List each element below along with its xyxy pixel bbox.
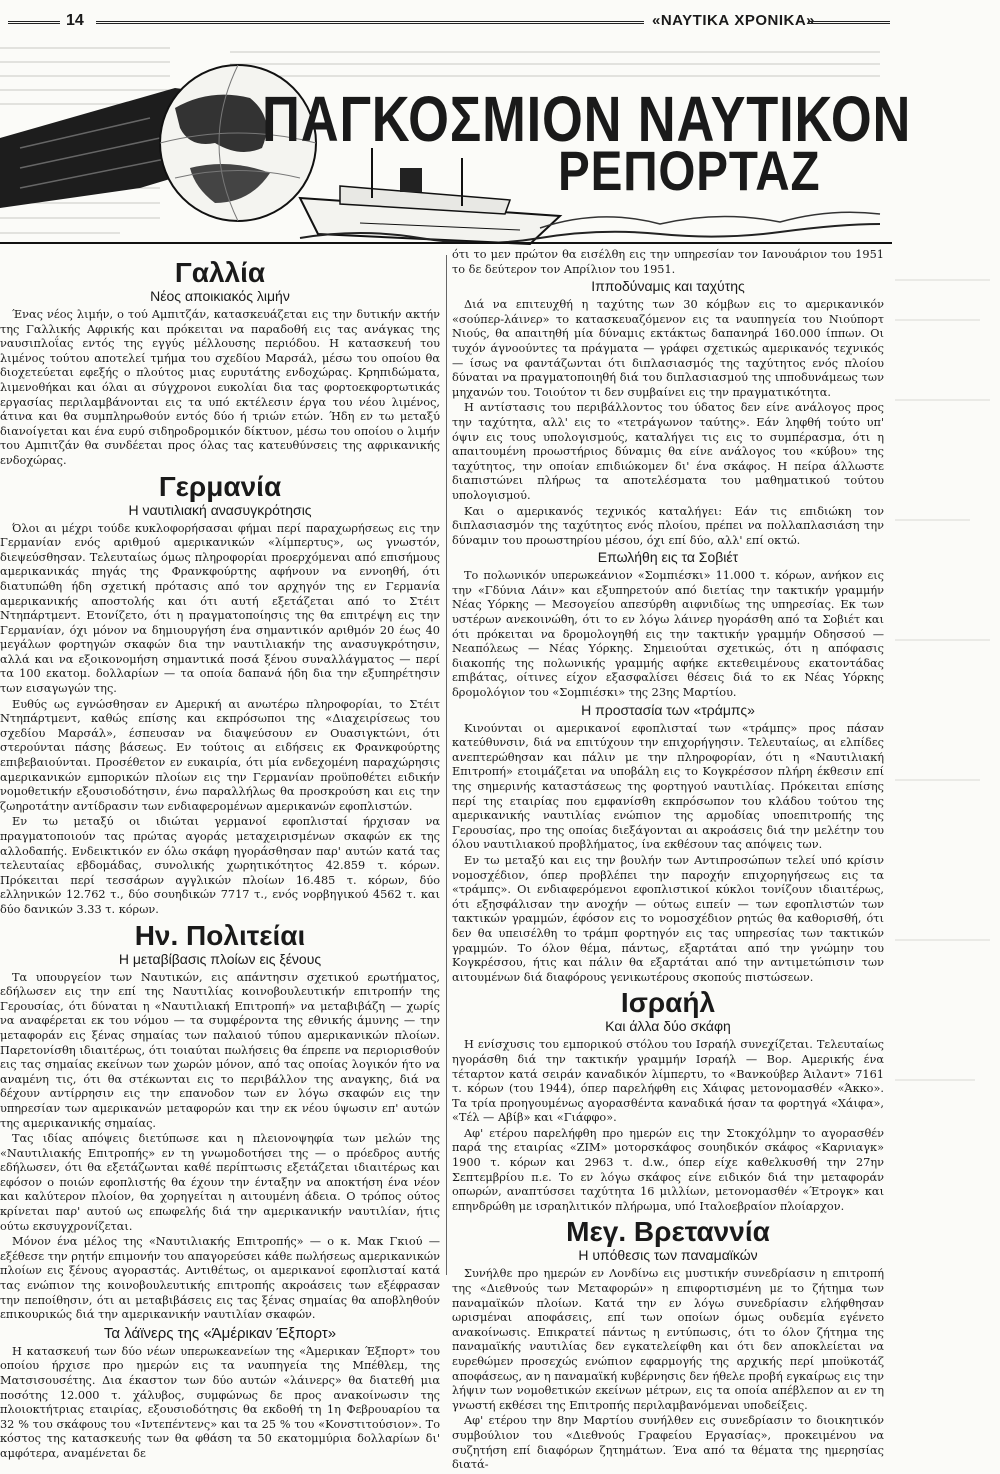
banner-title-line1: ΠΑΓΚΟΣΜΙΟΝ ΝΑΥΤΙΚΟΝ (262, 83, 912, 155)
section-subtitle-usa: Η μεταβίβασις πλοίων εις ξένους (118, 950, 322, 967)
section-subtitle-france: Νέος αποικιακός λιμήν (150, 288, 290, 304)
article-paragraph: Όλοι αι μέχρι τούδε κυκλοφορήσασαι φήμαι περί παραχωρήσεως εις την Γερμανίαν ενός αριθμού αμερικανικών «λίμπερτυς», ως γνωστόν, διεψεύσθησαν. Τελευταίως όμως πληροφορίαι προερχόμεναι από επισήμους αμερικανικάς πηγάς της Φρανκφούρτης αφήνουν να εννοηθή, ότι διατυπώθη ήδη σχετική πρότασις από τον αρχηγόν της εν Γερμανία αμερικανικής αποστολής και ότι αυτή εξετάζεται από το Στέιτ Ντηπάρτμεντ. Ετονίζετο, ότι η πραγματοποίησις της θα επιτρέψη εις την Γερμανίαν, όχι μόνον να δημιουργήση ένα σημαντικόν αριθμόν 20 έως 40 μεγάλων φορτηγών σκαφών δια την ναυτιλιακήν της ανασυγκρότησιν, αλλά και να εξοικονομήση σημαντικά ποσά ξένου συναλλάγματος — περί τα 100 εκατομ. δολλαρίων — τα οποία δαπανά ήδη δια την εξυπηρέτησιν των εισαγωγών της. (0, 521, 440, 696)
article-paragraph: Εν τω μεταξύ και εις την βουλήν των Αντιπροσώπων τελεί υπό κρίσιν νομοσχέδιον, όπερ προβλέπει την παροχήν επιχορηγήσεως εις τα «τράμπς». Οι ενδιαφερόμενοι εφοπλιστικοί κύκλοι τονίζουν ιδιαιτέρως, ότι εξησφάλισαν την ανοχήν — ούτως ειπείν — των εφοπλιστών των τακτικών γραμμών, έφόσον εις το νομοσχέδιον ρητώς θα καθορισθή, ότι δεν θα υπεισέλθη το τράμπ φορτηγόν εις τας υπηρεσίας των τακτικών γραμμών. Το όλον θέμα, πάντως, εξαρτάται από την γνώμην του Κογκρέσσου, ήτις και πάλιν θα εξαρτάται από την αντιμετώπισιν των αιτουμένων διά διαφόρους γενικωτέρους σκοπούς πιστώσεων. (452, 853, 884, 984)
section-subtitle-israel: Και άλλα δύο σκάφη (605, 1018, 731, 1035)
article-paragraph: Συνήλθε προ ημερών εν Λονδίνω εις μυστικήν συνεδρίασιν η επιτροπή της «Διεθνούς των Μεταφορών» η επιφορτισμένη με το ζήτημα των παναμαϊκών πλοίων. Κατά την εν λόγω συνεδρίασιν ελήφθησαν ωρισμέναι αποφάσεις, επί των οποίων όμως ουδεμία εγένετο ανακοίνωσις. Επικρατεί πάντως η εντύπωσις, ότι το όλον ζήτημα της παναμαϊκής ναυτιλίας δεν εγκατελείφθη και ότι δεν αποκλείεται να ευρεθώμεν προσεχώς ενώπιον εφαρμογής της αρχικής περί μποϋκοτάζ αποφάσεως, αν η παναμαϊκή κυβέρνησις δεν ήθελε προβή εγκαίρως εις την λήψιν των νομοθετικών εκείνων μέτρων, εις τα οποία απέβλεπον αι εν τη γνωστή εκθέσει της Επιτροπής περιλαμβανόμεναι υποδείξεις. (452, 1267, 884, 1412)
header-rule-left (8, 21, 60, 24)
article-paragraph: Αφ' ετέρου την 8ην Μαρτίου συνήλθεν εις συνεδρίασιν το διοικητικόν συμβούλιον του «Διεθνούς Γραφείου Εργασίας», προκειμένου να συζητήση επί διαφόρων ζητημάτων. Ένα από τα θέματα της ημερησίας διατά- (452, 1414, 884, 1472)
article-paragraph: Το πολωνικόν υπερωκεάνιον «Σομπιέσκι» 11.000 τ. κόρων, ανήκον εις την «Γδύνια Λάιν» και εξυπηρετούν από διετίας την τακτικήν γραμμήν Νέας Υόρκης — Μεσογείου απεσύρθη αιφνιδίως της υπηρεσίας. Εκ των υστέρων ανεκοινώθη, ότι το εν λόγω λάινερ ηγοράσθη από τα Σοβιέτ και ότι πρόκειται να δρομολογηθή εις την τακτικήν γραμμήν Οδησσού — Νεαπόλεως — Νέας Υόρκης. Σημειούται σχετικώς, ότι η απόφασις διακοπής της πολωνικής γραμμής αφήκε εκτεθειμένους εκατοντάδας επιβάτας, οίτινες είχον εξασφαλίσει θέσεις διά το εκ Νέας Υόρκης δρομολόγιον του «Σομπιέσκι» της 23ης Μαρτίου. (452, 569, 884, 700)
section-title-israel: Ισραήλ (620, 987, 716, 1019)
article-paragraph: Μόνον ένα μέλος της «Ναυτιλιακής Επιτροπής» — ο κ. Μακ Γκιού — εξέθεσε την ρητήν επιμονήν του απαγορεύσει κάθε πωλήσεως αμερικανικών πλοίων εις ξένους αγοραστάς. Αντιθέτως, οι αμερικανοί εφοπλισταί κατά τας ενώπιον της κοινοβουλευτικής επιτροπής ακροάσεις των εξέφρασαν την πεποίθησιν, ότι αι μεταβιβάσεις εις τας ξένας σημαίας θα αποβληθούν επικουρικώς διά την αμερικανικήν ναυτιλίαν σκαφών. (0, 1235, 440, 1322)
subheading-horsepower: Ιπποδύναμις και ταχύτης (591, 278, 745, 295)
subheading-tramps-protection: Η προστασία των «τράμπς» (581, 701, 755, 718)
page-number: 14 (66, 12, 84, 29)
section-title-usa: Ην. Πολιτείαι (134, 919, 306, 951)
article-paragraph: ότι το μεν πρώτον θα εισέλθη εις την υπηρεσίαν τον Ιανουάριον του 1951 το δε δεύτερον τον Απρίλιον του 1951. (452, 248, 884, 276)
article-paragraph: Ευθύς ως εγνώσθησαν εν Αμερική αι ανωτέρω πληροφορίαι, το Στέιτ Ντηπάρτμεντ, καθώς επίσης και εκπρόσωποι της «Διαχειρίσεως του σχεδίου Μαρσάλ», έσπευσαν να διαψεύσουν εν Ουασιγκτώνι, ότι στερούνται πάσης βάσεως. Εν τούτοις αι ειδήσεις εκ Φρανκφούρτης επιβεβαιούνται. Προσέθετον εν ευκαιρία, ότι μία ενδεχομένη παραχώρησις αμερικανικών εμπορικών πλοίων εις την Γερμανίαν προϋποθέτει ειδικήν νομοθετικήν εξουσιοδότησιν, ένω παραλλήλως θα προσκρούση και εις την ζωηροτάτην αντίδρασιν των ενδιαφερομένων αμερικανών εφοπλιστών. (0, 697, 440, 813)
left-column (0, 255, 440, 1463)
header-rule-right (808, 21, 890, 24)
bleed-through-margin (890, 260, 1000, 1270)
section-subtitle-germany: Η ναυτιλιακή ανασυγκρότησις (128, 501, 312, 518)
article-paragraph: Η ενίσχυσις του εμπορικού στόλου του Ισραήλ συνεχίζεται. Τελευταίως ηγοράσθη διά την τακτικήν γραμμήν Ισραήλ — Βορ. Αμερικής ένα τέταρτον κατά σειράν καναδικόν λίμπερτυ, το «Βανκούβερ Άιλαντ» 7161 τ. κόρων (του 1944), όπερ παρελήφθη εις Χάιφας μετονομασθέν «Άκκο». Τα τρία προηγουμένως αγορασθέντα καναδικά ήσαν τα φορτηγά «Χάιφα», «Τέλ — Αβίβ» και «Γιάφφο». (452, 1038, 884, 1125)
section-title-germany: Γερμανία (158, 470, 282, 502)
article-paragraph: Και ο αμερικανός τεχνικός καταλήγει: Εάν τις επιδιώκη τον διπλασιασμόν της ταχύτητος ενός πλοίου, πρέπει να πολλαπλασιάση την δύναμιν του προωστηρίου μέσου, όχι επί δύο, αλλ' επί οκτώ. (452, 504, 884, 547)
subheading-sold-to-soviets: Επωλήθη εις τα Σοβιέτ (597, 549, 739, 566)
column-divider (446, 255, 447, 1275)
article-paragraph: Διά να επιτευχθή η ταχύτης των 30 κόμβων εις το αμερικανικόν «σούπερ-λάινερ» το κατασκευαζόμενον εις τα ναυπηγεία του Νιούπορτ Νιούς, θα απαιτηθή μία δύναμις εκτάκτως δαπανηρά 160.000 ίππων. Οι τυχόν άγνοούντες τα πράγματα — γράφει σχετικώς αμερικανός τεχνικός — ίσως να φαντάζωνται ότι διπλασιασμός της ταχύτητος ενός πλοίου δύναται να πραγματοποιηθή διά του διπλασιασμού της ιπποδυνάμεως των μηχανών του. Τοιούτον τι δεν συμβαίνει εις την πραγματικότητα. (452, 298, 884, 399)
subheading-american-export: Τα λάϊνερς της «Άμέρικαν Έξπορτ» (103, 1324, 337, 1342)
masthead-banner (0, 38, 912, 248)
page-header (8, 12, 890, 34)
section-title-great-britain: Μεγ. Βρεταννία (566, 1216, 770, 1248)
article-paragraph: Η αντίστασις του περιβάλλοντος του ύδατος δεν είνε ανάλογος προς την ταχύτητα, αλλ' εις το «τετράγωνον ταύτης». Εάν ληφθή τούτο υπ' όψιν εις τους υπολογισμούς, καταλήγει τις εις το συμπέρασμα, ότι η απαιτουμένη προωστήριος δύναμις θα είνε ανάλογος του «κύβου» της ταχύτητος, την οποίαν επιδιώκομεν δι' ένα σκάφος. Η πείρα άλλωστε διαπιστώνει πλήρως τα αποτελέσματα του μαθηματικού τούτου υπολογισμού. (452, 401, 884, 502)
article-paragraph: Κινούνται οι αμερικανοί εφοπλισταί των «τράμπς» προς πάσαν κατεύθυνσιν, διά να επιτύχουν την επιχορήγησιν. Τελευταίως, αι ελπίδες ανεπτερώθησαν και πάλιν με την πληροφορίαν, ότι η «Ναυτιλιακή Επιτροπή» ετοιμάζεται να υποβάλη εις το Κογκρέσσον πλήρη έκθεσιν επί της σημερινής καταστάσεως της φορτηγού ναυτιλίας. Πρόκειται επίσης περί της εταιρίας που εμφανίσθη εκπρόσωπον του κλάδου τούτου της αμερικανικής ναυτιλίας ενώπιον της αρμοδίας υποεπιτροπής της Γερουσίας, προ της οποίας διεξάγονται αι ακροάσεις διά την μελέτην του όλου ναυτιλιακού προβλήματος, ίνα εκθέσουν τας απόψεις των. (452, 721, 884, 852)
banner-title-line2: ΡΕΠΟΡΤΑΖ (558, 139, 821, 202)
section-title-france: Γαλλία (174, 257, 266, 288)
article-paragraph: Ένας νέος λιμήν, ο τού Αμπιτζάν, κατασκευάζεται εις την δυτικήν ακτήν της Γαλλικής Αφρικής και πρόκειται να παραδοθή εις τας ανάγκας της ναυσιπλοΐας εντός της εγγύς μέλλουσης περιόδου. Η κατασκευή του λιμένος τούτου αποτελεί τμήμα του σχεδίου Μαρσάλ, μέσω του οποίου θα διοχετεύεται εφεξής ο πλούτος μιας ευρυτάτης ενδοχώρας. Κρηπιδώματα, λιμενοθήκαι και όλαι αι σύγχρονοι ευκολίαι δια τας φορτοεκφορτωτικάς εργασίας περιλαμβάνονται εις τα υπό εκτέλεσιν έργα του νέου λιμένος, άτινα και θα συμπληρωθούν εντός δύο ή τριών ετών. Ήδη εν τω μεταξύ διανοίγεται και ένα ευρύ σιδηροδρομικόν δίκτυον, μέσω του οποίου ο λιμήν του Αμπιτζάν θα συνδέεται προς όλας τας κατευθύνσεις της αφρικανικής ενδοχώρας. (0, 308, 440, 467)
article-paragraph: Η κατασκευή των δύο νέων υπερωκεανείων της «Άμερικαν Έξπορτ» του οποίου ήρχισε προ ημερών εις τα ναυπηγεία της Μπέθλεμ, της Ματσισουσέτης. Δια έκαστον των δύο αυτών «λάινερς» θα διατεθή μια ποσότης 12.000 τ. χάλυβος, συμφώνως δε προς ανακοίνωσιν της πλοιοκτήτριας εταιρίας, εξουσιοδότησις θα εκδοθή τη 1η Φεβρουαρίου τα 32 % του σκάφους του «Ιντεπέντενς» και τα 25 % του «Κονστιτούσιον». Το κόστος της κατασκευής των θα φθάση τα 50 εκατομμύρια δολλαρίων δι' αμφότερα, αναμένεται δε (0, 1344, 440, 1460)
article-paragraph: Τας ιδίας απόψεις διετύπωσε και η πλειονοψηφία των μελών της «Ναυτιλιακής Επιτροπής» εν τη γνωμοδοτήσει της — ο πρόεδρος αυτής εδήλωσεν, ότι θα εξετάζωνται καθέ περίπτωσις εξετάζεται ιδιαιτέρως και εφόσον ο ποιών εφοπλιστής θα έχουν την ένταξην να αποκτήση ένα νέον και καλύτερον πλοίον, θα χορηγείται η αιτουμένη άδεια. Ο τρόπος ούτος κρίνεται παρ' αυτού ως επωφελής διά την αμερικανικήν ναυτιλίαν, ήτις ούτω εκσυγχρονίζεται. (0, 1132, 440, 1233)
right-column (452, 248, 884, 1474)
article-paragraph: Τα υπουργείον των Ναυτικών, εις απάντησιν σχετικού ερωτήματος, εδήλωσεν εις την επί της Ναυτιλίας κοινοβουλευτικήν επιτροπήν της Γερουσίας, ότι δύναται η «Ναυτιλιακή Επιτροπή» να μεταβιβάζη — χωρίς να αναφέρεται εκ του νόμου — τα συμφέροντα της εθνικής άμυνης — την μεταφοράν εις ξένας σημαίας των παλαιού τύπου αμερικανικών πλοίων. Παρετονίσθη ιδιαιτέρως, ότι τοιαύται πωλήσεις θα έπρεπε να περιορισθούν εις τας σημαίας εκείνων των χωρών μόνον, από τας οποίας λογικόν ήτο να αναμένη τις, ότι θα στέκωνται εις το περιβάλλον της αναγκης, διά να δέχουν αντίρρησιν εις την επανοδον των εν λόγω σκαφών εις την υπηρεσίαν των αμερικανών μεταφορών και την εκ νέου ύψωσιν επ' αυτών της αμερικανικής σημαίας. (0, 970, 440, 1130)
header-rule-middle (96, 21, 644, 24)
section-subtitle-great-britain: Η υπόθεσις των παναμαϊκών (578, 1247, 758, 1264)
article-paragraph: Αφ' ετέρου παρελήφθη προ ημερών εις την Στοκχόλμην το αγορασθέν παρά της εταιρίας «ΖΙΜ» μοτορσκάφος σουηδικόν σκάφος «Καρνιαγκ» 1900 τ. κόρων και 2963 τ. d.w., όπερ είχε καθελκυσθή την 27ην Σεπτεμβρίου π.ε. Το εν λόγω σκάφος είνε ειδικόν διά την μεταφοράν οπωρών, αναπτύσσει ταχύτητα 16 μιλλίων, μετονομασθέν «Έτρογκ» και επηνδρώθη με ισραηλιτικόν πλήρωμα, υπό Ιταλοεβραίον πλοίαρχον. (452, 1126, 884, 1213)
article-paragraph: Εν τω μεταξύ οι ιδιώται γερμανοί εφοπλισταί ήρχισαν να πραγματοποιούν τας πρώτας αγοράς μεταχειρισμένων σκαφών εκ της αλλοδαπής. Ενδεικτικόν εν όλω σκάφη ηγοράσθησαν παρ' αυτών κατά τας τελευταίας εβδομάδας, συνολικής χωρητικότητος 42.859 τ. κόρων. Πρόκειται περί τεσσάρων αγγλικών πλοίων 16.485 τ. κόρων, δύο ελληνικών 12.762 τ., δύο σουηδικών 7717 τ., ενός νορβηγικού 4562 τ. και δύο δανικών 3.33 τ. κόρων. (0, 815, 440, 916)
publication-title: «ΝΑΥΤΙΚΑ ΧΡΟΝΙΚΑ» (652, 12, 815, 29)
